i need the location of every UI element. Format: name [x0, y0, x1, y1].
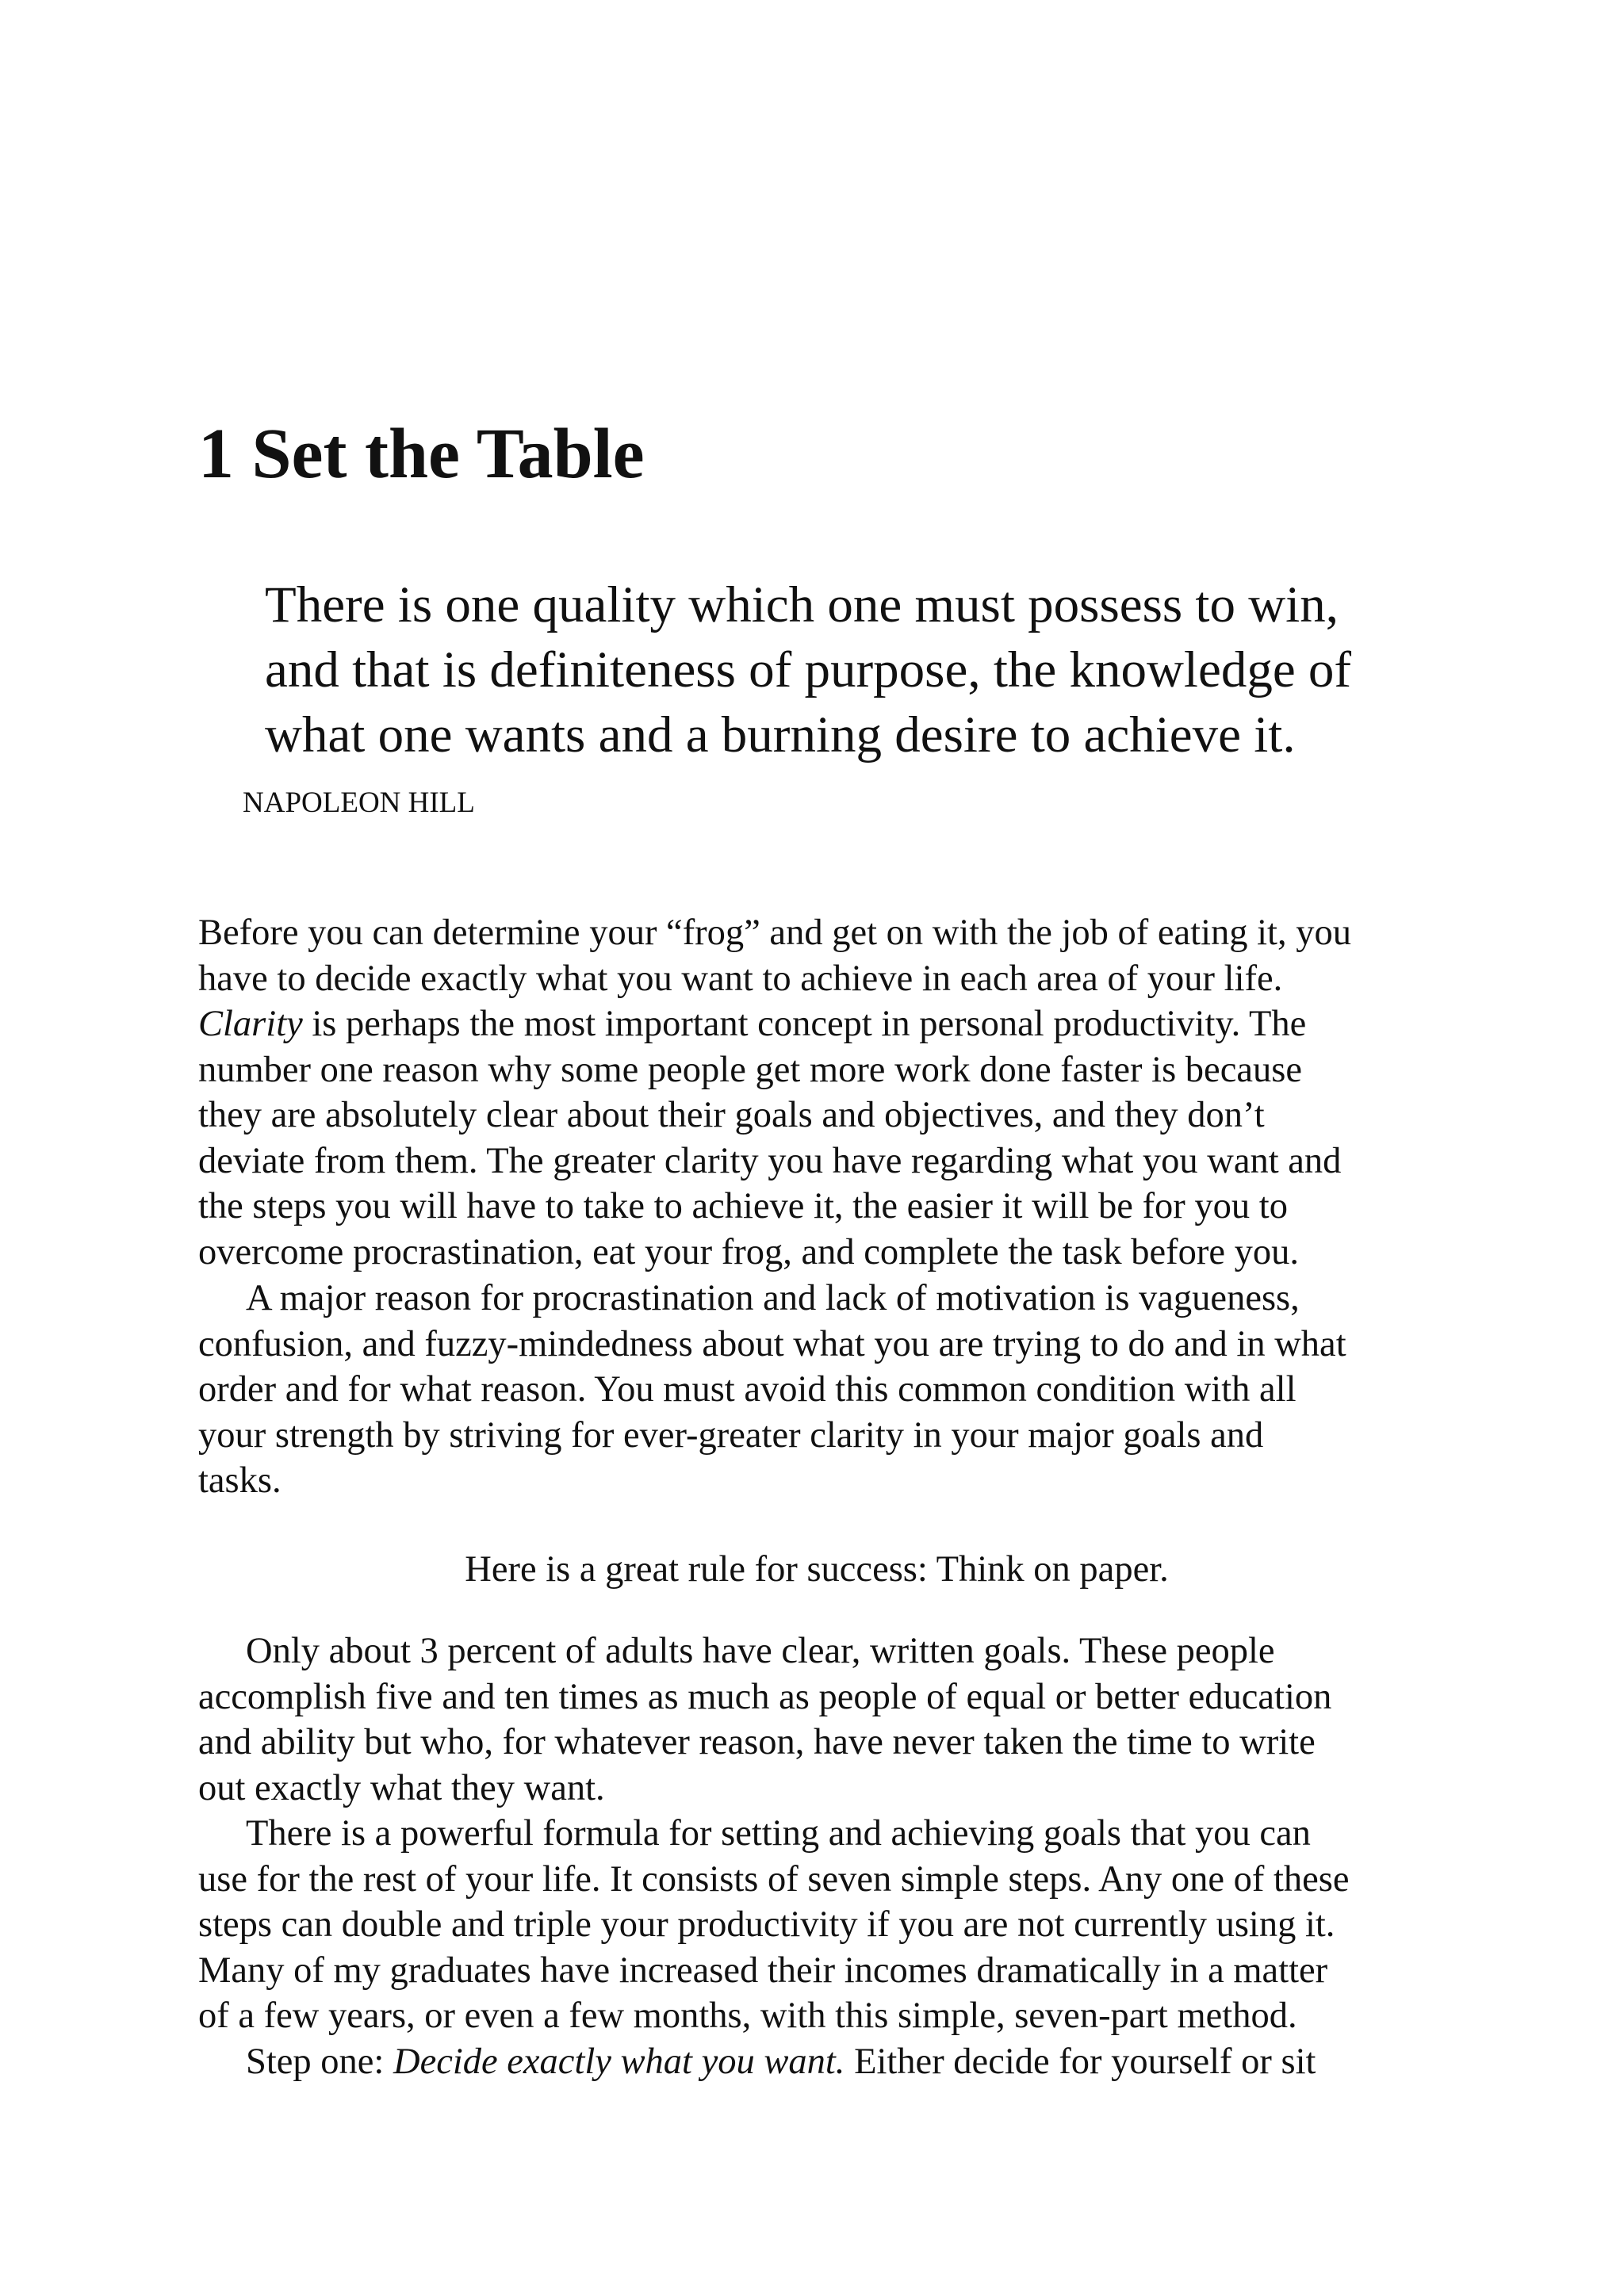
text-span: Either decide for yourself or sit	[845, 2042, 1316, 2082]
paragraph-4	[198, 1811, 1467, 2039]
chapter-title: 1 Set the Table	[198, 415, 645, 493]
text-line: have to decide exactly what you want to achieve in each area of your life.	[198, 958, 1283, 999]
epigraph-attribution: NAPOLEON HILL	[243, 786, 475, 819]
text-line: Many of my graduates have increased their incomes dramatically in a matter	[198, 1950, 1328, 1991]
text-line: they are absolutely clear about their goals and objectives, and they don’t	[198, 1095, 1265, 1135]
text-line: and ability but who, for whatever reason, have never taken the time to write	[198, 1722, 1316, 1762]
text-line: tasks.	[198, 1460, 282, 1501]
paragraph-3	[198, 1628, 1467, 1811]
paragraph-1	[198, 910, 1467, 1275]
paragraph-2	[198, 1276, 1467, 1504]
text-line: Before you can determine your “frog” and get on with the job of eating it, you	[198, 913, 1351, 953]
text-line: overcome procrastination, eat your frog, and complete the task before you.	[198, 1231, 1300, 1272]
text-line: order and for what reason. You must avoid this common condition with all	[198, 1369, 1297, 1410]
emphasis-text: Clarity	[198, 1004, 303, 1044]
epigraph-line: There is one quality which one must possess to win,	[265, 576, 1339, 633]
text-line: confusion, and fuzzy-mindedness about what you are trying to do and in what	[198, 1323, 1346, 1364]
text-line: deviate from them. The greater clarity you have regarding what you want and	[198, 1140, 1342, 1181]
paragraph-5	[198, 2039, 1467, 2085]
text-line: out exactly what they want.	[198, 1767, 605, 1808]
text-line: of a few years, or even a few months, with this simple, seven-part method.	[198, 1996, 1297, 2036]
callout-rule: Here is a great rule for success: Think on paper.	[465, 1549, 1169, 1590]
text-line: There is a powerful formula for setting and achieving goals that you can	[246, 1813, 1311, 1854]
text-line: the steps you will have to take to achieve it, the easier it will be for you to	[198, 1186, 1288, 1226]
epigraph-quote	[265, 572, 1502, 767]
text-line: steps can double and triple your productivity if you are not currently using it.	[198, 1904, 1335, 1945]
text-line: A major reason for procrastination and lack of motivation is vagueness,	[246, 1278, 1300, 1318]
text-line: Only about 3 percent of adults have clear, written goals. These people	[246, 1631, 1275, 1671]
text-span: is perhaps the most important concept in personal productivity. The	[302, 1004, 1307, 1044]
epigraph-line: and that is definiteness of purpose, the knowledge of	[265, 641, 1352, 698]
text-line	[198, 1001, 1467, 1047]
epigraph-line: what one wants and a burning desire to achieve it.	[265, 706, 1296, 763]
text-line	[198, 2039, 1467, 2085]
text-span: Step one:	[246, 2042, 393, 2082]
text-line: your strength by striving for ever-greater clarity in your major goals and	[198, 1414, 1264, 1456]
text-line: use for the rest of your life. It consists of seven simple steps. Any one of these	[198, 1858, 1350, 1900]
text-line: accomplish five and ten times as much as people of equal or better education	[198, 1676, 1332, 1717]
text-line: number one reason why some people get more work done faster is because	[198, 1049, 1302, 1090]
emphasis-text: Decide exactly what you want.	[393, 2042, 845, 2082]
